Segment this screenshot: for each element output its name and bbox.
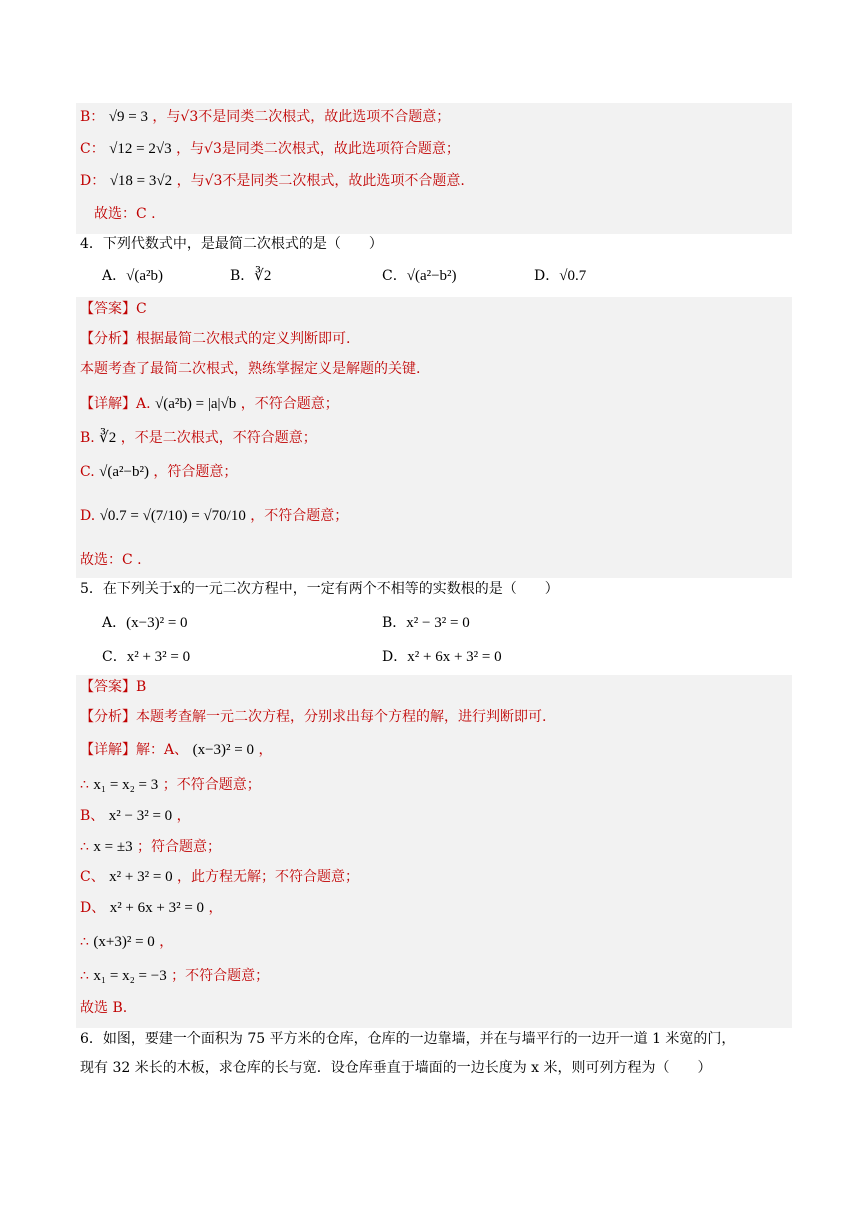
q5-option-c: C．x² + 3² = 0 <box>102 649 191 665</box>
q4-detail-a-expr: √(a²b) = |a|√b <box>155 396 237 412</box>
q5-analysis: 【分析】本题考查解一元二次方程，分别求出每个方程的解，进行判断即可. <box>80 709 547 725</box>
q5-stem: 5．在下列关于x的一元二次方程中，一定有两个不相等的实数根的是（ ） <box>80 581 559 597</box>
q5-option-b: B．x² − 3² = 0 <box>382 615 470 631</box>
q3-b-expr: √9 = 3 <box>108 109 148 125</box>
q6-stem-line-1: 6．如图，要建一个面积为 75 平方米的仓库，仓库的一边靠墙，并在与墙平行的一边开一道 1 米宽的门， <box>80 1031 736 1047</box>
q4-analysis: 【分析】根据最简二次根式的定义判断即可. <box>80 331 351 347</box>
q4-option-d-expr: √0.7 <box>559 268 587 284</box>
q4-option-c: C．√(a²−b²) <box>382 268 457 284</box>
q4-detail-d: D. √0.7 = √(7/10) = √70/10 ，不符合题意； <box>80 508 349 524</box>
q4-detail-a: 【详解】A. √(a²b) = |a|√b ，不符合题意； <box>80 396 339 412</box>
q4-option-c-expr: √(a²−b²) <box>406 268 457 284</box>
q5-detail-1: 【详解】解：A、 (x−3)² = 0 ， <box>80 742 273 758</box>
q4-option-a-expr: √(a²b) <box>126 268 164 284</box>
q5-option-a-expr: (x−3)² = 0 <box>126 615 188 631</box>
q3-option-b-line: B： √9 = 3 ，与√3不是同类二次根式，故此选项不合题意； <box>80 109 451 125</box>
q5-detail-3: B、 x² − 3² = 0 ， <box>80 808 191 824</box>
q4-detail-b-expr: ∛2 <box>99 430 117 446</box>
q4-detail-b: B. ∛2 ，不是二次根式，不符合题意； <box>80 430 317 446</box>
q5-detail-2: ∴ x₁ = x₂ = 3 ；不符合题意； <box>80 777 261 793</box>
q5-option-d: D．x² + 6x + 3² = 0 <box>382 649 502 665</box>
q5-option-d-expr: x² + 6x + 3² = 0 <box>407 649 502 665</box>
q4-option-b-expr: ∛2 <box>254 268 272 284</box>
q5-option-b-expr: x² − 3² = 0 <box>406 615 470 631</box>
q4-option-d: D．√0.7 <box>534 268 587 284</box>
q4-option-b: B．∛2 <box>230 268 272 284</box>
q4-option-a: A．√(a²b) <box>102 268 164 284</box>
q5-detail-4: ∴ x = ±3 ；符合题意； <box>80 839 222 855</box>
q4-detail-d-expr: √0.7 = √(7/10) = √70/10 <box>99 508 246 524</box>
q5-detail-5: C、 x² + 3² = 0 ，此方程无解；不符合题意； <box>80 869 360 885</box>
q5-conclusion: 故选 B. <box>80 1000 128 1016</box>
q3-d-expr: √18 = 3√2 <box>109 173 173 189</box>
q4-answer-line: 【答案】C <box>80 301 147 317</box>
q3-option-d-line: D： √18 = 3√2 ，与√3不是同类二次根式，故此选项不合题意. <box>80 173 465 189</box>
q5-detail-6: D、 x² + 6x + 3² = 0 ， <box>80 900 223 916</box>
q4-note: 本题考查了最简二次根式，熟练掌握定义是解题的关键. <box>80 361 421 377</box>
q3-c-expr: √12 = 2√3 <box>109 141 172 157</box>
q4-conclusion: 故选：C . <box>80 552 142 568</box>
q6-stem-line-2: 现有 32 米长的木板，求仓库的长与宽．设仓库垂直于墙面的一边长度为 x 米，则可列方程为（ ） <box>80 1060 712 1076</box>
q5-option-a: A．(x−3)² = 0 <box>102 615 188 631</box>
q5-answer-line: 【答案】B <box>80 679 147 695</box>
q5-detail-8: ∴ x₁ = x₂ = −3 ；不符合题意； <box>80 968 270 984</box>
q5-option-c-expr: x² + 3² = 0 <box>126 649 191 665</box>
q4-detail-c-expr: √(a²−b²) <box>99 464 149 480</box>
q3-answer: 故选：C . <box>94 206 156 222</box>
q4-detail-c: C. √(a²−b²) ，符合题意； <box>80 464 238 480</box>
q4-stem: 4．下列代数式中，是最简二次根式的是（ ） <box>80 236 383 252</box>
q5-detail-7: ∴ (x+3)² = 0 ， <box>80 934 174 950</box>
q3-option-c-line: C： √12 = 2√3 ，与√3是同类二次根式，故此选项符合题意； <box>80 141 460 157</box>
